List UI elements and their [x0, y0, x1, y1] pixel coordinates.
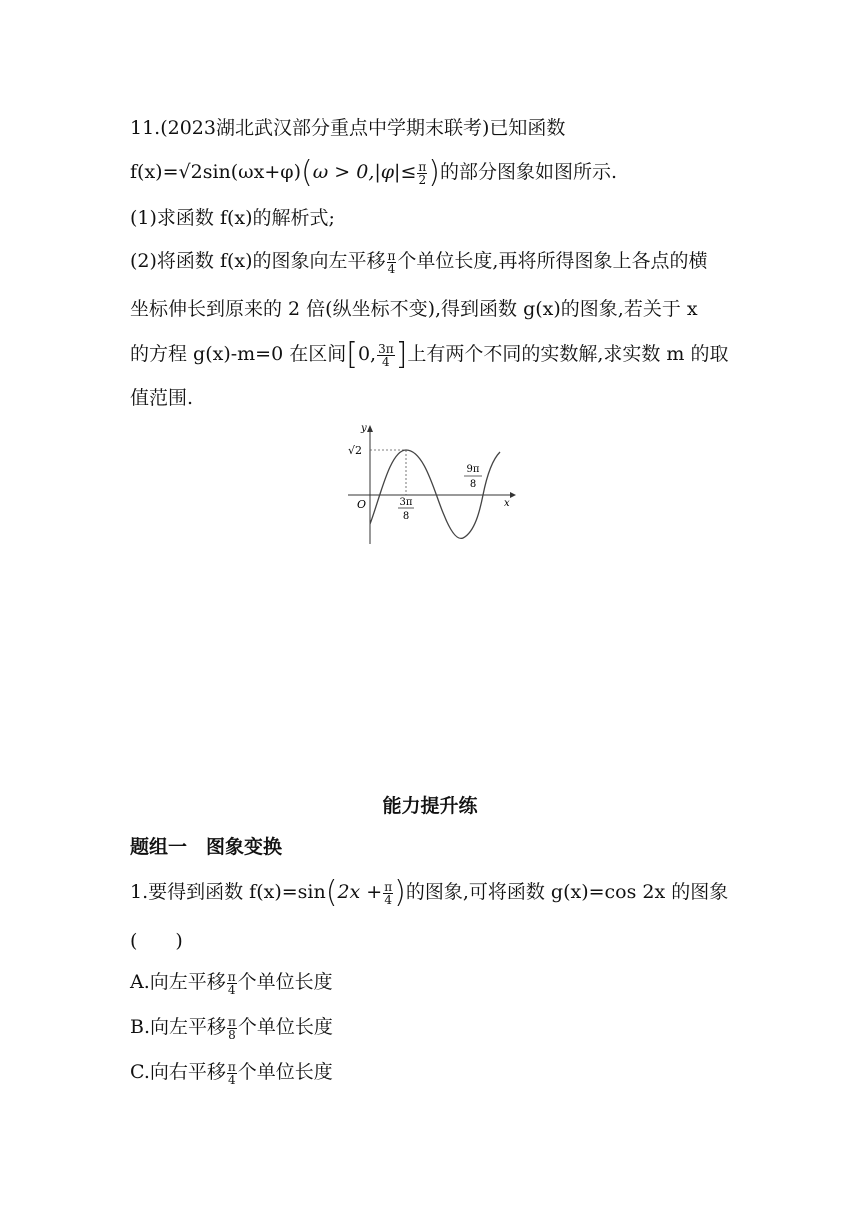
- fraction-pi-over-4: $\frac{\pi}{4}$: [384, 879, 393, 907]
- fraction-pi-over-2: $\frac{\pi}{2}$: [418, 159, 427, 187]
- problem11-function-line: [130, 155, 618, 190]
- problem11-q2-line1: [130, 249, 707, 275]
- left-paren: (: [325, 875, 338, 910]
- problem1-stem: [130, 875, 729, 910]
- condition-text: ω > 0,|φ|≤: [312, 161, 417, 183]
- sine-graph: [340, 420, 525, 550]
- problem11-q2-line3: [130, 337, 729, 372]
- fraction-3pi-over-4: $\frac{3\pi}{4}$: [378, 341, 394, 369]
- tick-9pi-8-den: 8: [469, 479, 477, 490]
- sine-curve: [370, 450, 500, 538]
- y-axis-label: y: [361, 423, 367, 434]
- stem-text-b: 的图象,可将函数 g(x)=cos 2x 的图象: [405, 881, 729, 903]
- q2-line3-text-a: 的方程 g(x)-m=0 在区间: [130, 343, 347, 365]
- tick-3pi-8-num: 3π: [399, 497, 413, 508]
- problem11-line1: 11.(2023湖北武汉部分重点中学期末联考)已知函数: [130, 117, 566, 139]
- group-heading: 题组一 图象变换: [130, 836, 283, 858]
- y-axis-arrow: [367, 425, 373, 432]
- option-c: C.向右平移 $\frac{\pi}{4}$ 个单位长度: [130, 1059, 333, 1087]
- left-bracket: [: [346, 337, 358, 372]
- left-paren: (: [301, 155, 313, 190]
- fraction-pi-over-4: $\frac{\pi}{4}$: [227, 1059, 236, 1087]
- tick-9pi-8-num: 9π: [466, 464, 480, 475]
- function-expression: f(x)=√2sin(ωx+φ): [130, 161, 302, 183]
- option-b: B.向左平移 $\frac{\pi}{8}$ 个单位长度: [130, 1014, 333, 1042]
- x-axis-label: x: [504, 498, 510, 509]
- interval-start: 0,: [357, 343, 377, 365]
- q2-text-b: 个单位长度,再将所得图象上各点的横: [397, 250, 708, 272]
- right-paren: ): [428, 155, 440, 190]
- problem11-q2-line2: 坐标伸长到原来的 2 倍(纵坐标不变),得到函数 g(x)的图象,若关于 x: [130, 298, 698, 320]
- tick-3pi-8-den: 8: [402, 511, 410, 522]
- q2-text-a: (2)将函数 f(x)的图象向左平移: [130, 250, 386, 272]
- function-suffix: 的部分图象如图所示.: [440, 161, 618, 183]
- stem-inner: 2x +: [337, 881, 383, 903]
- right-bracket: ]: [395, 337, 408, 372]
- option-a: A.向左平移 $\frac{\pi}{4}$ 个单位长度: [130, 969, 333, 997]
- x-axis-arrow: [510, 492, 516, 498]
- answer-blank: ( ): [130, 930, 183, 952]
- right-paren: ): [394, 875, 406, 910]
- problem11-q2-line4: 值范围.: [130, 387, 194, 409]
- stem-text-a: 1.要得到函数 f(x)=sin: [130, 881, 326, 903]
- q2-line3-text-b: 上有两个不同的实数解,求实数 m 的取: [407, 343, 729, 365]
- max-value-label: √2: [348, 444, 363, 457]
- fraction-pi-over-4: $\frac{\pi}{4}$: [387, 248, 396, 276]
- fraction-pi-over-4: $\frac{\pi}{4}$: [227, 969, 236, 997]
- origin-label: O: [357, 498, 367, 511]
- fraction-pi-over-8: $\frac{\pi}{8}$: [228, 1014, 236, 1042]
- problem11-q1: (1)求函数 f(x)的解析式;: [130, 207, 335, 229]
- section-title: 能力提升练: [382, 795, 478, 817]
